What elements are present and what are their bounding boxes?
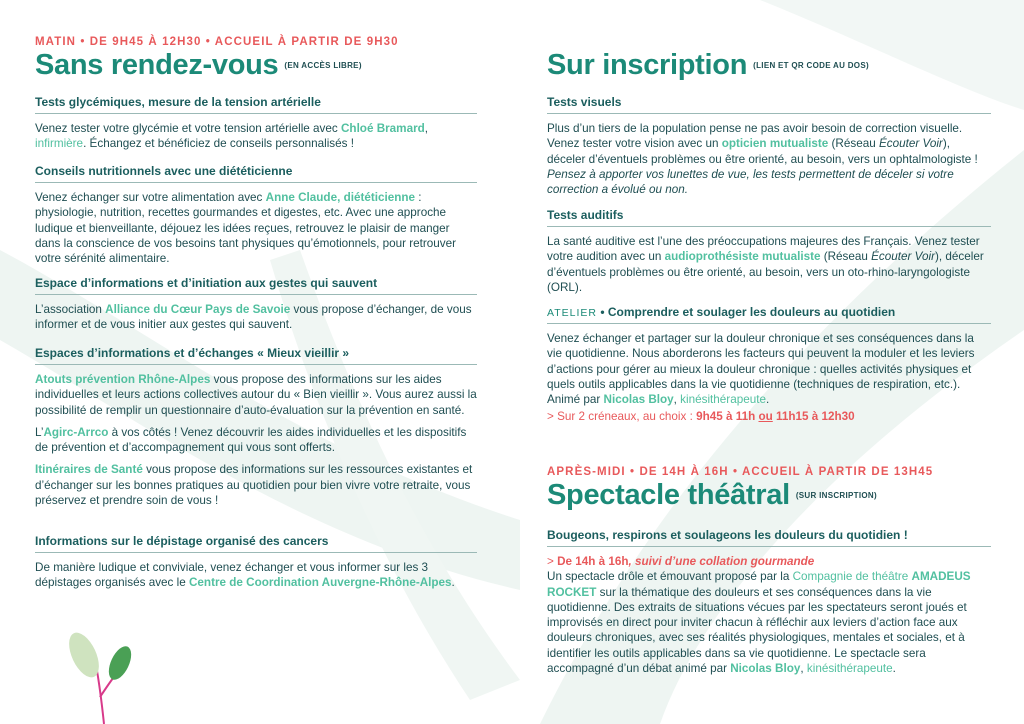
section-heading: Espace d’informations et d’initiation aux gestes qui sauvent [35, 276, 477, 295]
section-heading: Conseils nutritionnels avec une diététicienne [35, 164, 477, 183]
section-body: La santé auditive est l’une des préoccupations majeures des Français. Venez tester votre audition avec un audioprothésiste mutualiste (Réseau Écouter Voir), déceler d’éventuels problèmes ou être orienté, au besoin, vers un oto-rhino-laryngologiste (ORL). [547, 235, 984, 294]
section-body: Plus d’un tiers de la population pense ne pas avoir besoin de correction visuelle. Venez tester votre vision avec un opticien mutualiste (Réseau Écouter Voir), déceler d’éventuels problèmes ou être orienté, au besoin, vers un ophtalmologiste ! Pensez à apporter vos lunettes de vue, les tests permettent de déceler si votre correction a évolué ou non. [547, 122, 978, 197]
section-conseils-nutritionnels [35, 164, 477, 266]
section-tests-visuels [547, 95, 991, 197]
section-heading: ATELIER • Comprendre et soulager les douleurs au quotidien [547, 305, 991, 324]
section-heading: Informations sur le dépistage organisé des cancers [35, 534, 477, 553]
leaf-sprig-illustration [60, 625, 140, 724]
page-title-spectacle-theatral: Spectacle théâtral $^{(SUR INSCRIPTION)}$ [547, 479, 877, 511]
section-heading: Tests auditifs [547, 208, 991, 227]
section-heading: Tests glycémiques, mesure de la tension artérielle [35, 95, 477, 114]
section-body: Venez tester votre glycémie et votre tension artérielle avec Chloé Bramard, infirmière. Échangez et bénéficiez de conseils personnalisés ! [35, 122, 429, 151]
section-body: Atouts prévention Rhône-Alpes vous propose des informations sur les aides individuelles et leurs actions collectives autour du « Bien vieillir ». Vous aurez aussi la possibilité de remplir un questionnaire d’auto-évaluation sur la prévention en santé. [35, 373, 477, 417]
section-body: Venez échanger et partager sur la douleur chronique et ses conséquences dans la vie quotidienne. Nous aborderons les facteurs qui peuvent la moduler et les leviers d’actions pour gérer au mieux la douleur chronique : quelles activités physiques et quels outils applicables dans la vie quotidienne (techniques de respiration, etc.). Animé par Nicolas Bloy, kinésithérapeute. [547, 332, 975, 407]
section-spectacle [547, 528, 991, 676]
show-time: > De 14h à 16h, suivi d’une collation gourmande [547, 555, 815, 568]
section-heading: Tests visuels [547, 95, 991, 114]
section-tests-auditifs [547, 208, 991, 295]
section-heading: Espaces d’informations et d’échanges « Mieux vieillir » [35, 346, 477, 365]
page-title-sans-rendez-vous: Sans rendez-vous $^{(EN ACCÈS LIBRE)}$ [35, 49, 362, 81]
section-body: Itinéraires de Santé vous propose des informations sur les ressources existantes et d’échanger sur les bonnes pratiques au quotidien pour bien vivre votre retraite, vous préservez et prendre soin de vous ! [35, 463, 473, 508]
morning-kicker: MATIN • DE 9H45 À 12H30 • ACCUEIL À PARTIR DE 9H30 [35, 36, 399, 48]
afternoon-kicker: APRÈS-MIDI • DE 14H À 16H • ACCUEIL À PARTIR DE 13H45 [547, 466, 934, 478]
workshop-slots: > Sur 2 créneaux, au choix : 9h45 à 11h ou 11h15 à 12h30 [547, 410, 855, 424]
section-heading: Bougeons, respirons et soulageons les douleurs du quotidien ! [547, 528, 991, 547]
section-body: L’Agirc-Arrco à vos côtés ! Venez découvrir les aides individuelles et les dispositifs de prévention et d’accompagnement qui vous sont offerts. [35, 425, 467, 455]
section-body: De manière ludique et conviviale, venez échanger et vous informer sur les 3 dépistages organisés avec le Centre de Coordination Auvergne-Rhône-Alpes. [35, 561, 455, 590]
section-gestes-qui-sauvent [35, 276, 477, 333]
section-atelier-douleurs [547, 305, 991, 425]
page-title-sur-inscription: Sur inscription $^{(LIEN ET QR CODE AU DOS)}$ [547, 49, 869, 81]
section-tests-glycemiques [35, 95, 477, 152]
section-body: Venez échanger sur votre alimentation avec Anne Claude, diététicienne : physiologie, nutrition, recettes gourmandes et digestes, etc. Avec une approche ludique et bienveillante, déjouez les idées reçues, retrouvez le plaisir de manger dans la conscience de vos besoins tant physiques qu’émotionnels, pour retrouver votre sérénité alimentaire. [35, 191, 457, 266]
section-depistage-cancers [35, 534, 477, 591]
section-mieux-vieillir [35, 346, 477, 508]
section-body: Un spectacle drôle et émouvant proposé par la Compagnie de théâtre AMADEUS ROCKET sur la thématique des douleurs et ses conséquences dans la vie quotidienne. Des extraits de situations vécues par les spectateurs seront joués et improvisés en direct pour inviter chacun à réfléchir aux leviers d’action face aux douleurs chroniques, avec ses réalités physiologiques, mentales et sociales, et à identifier les outils applicables dans sa vie quotidienne. Le spectacle sera accompagné d’un débat animé par Nicolas Bloy, kinésithérapeute. [547, 570, 971, 676]
section-body: L’association Alliance du Cœur Pays de Savoie vous propose d’échanger, de vous informer et de vous initier aux gestes qui sauvent. [35, 303, 472, 332]
